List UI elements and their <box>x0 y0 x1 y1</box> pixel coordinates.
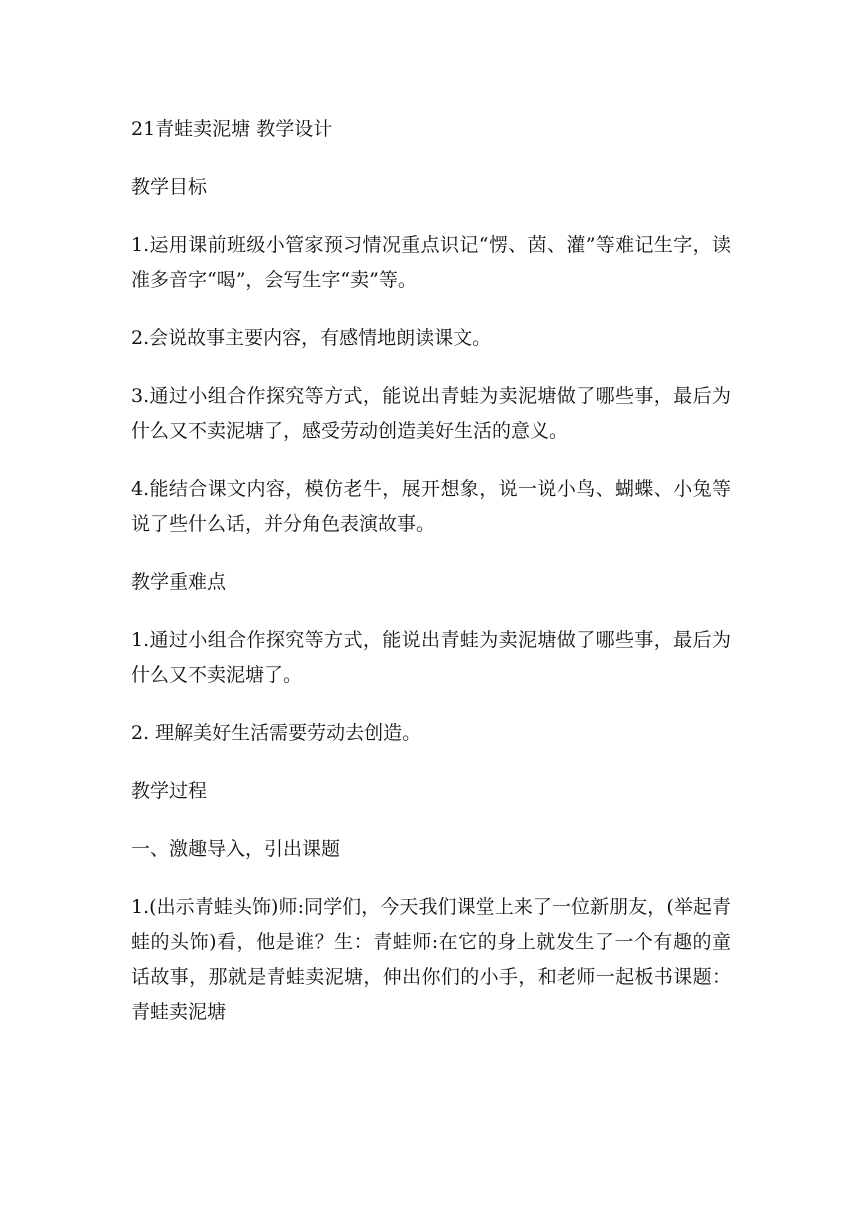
goal-item-2: 2.会说故事主要内容，有感情地朗读课文。 <box>131 327 492 349</box>
process-step-heading: 一、激趣导入，引出课题 <box>131 838 341 860</box>
document-page <box>131 112 731 1053</box>
goals-heading: 教学目标 <box>131 176 208 198</box>
goal-item-3: 3.通过小组合作探究等方式，能说出青蛙为卖泥塘做了哪些事，最后为什么又不卖泥塘了，感受劳动创造美好生活的意义。 <box>131 385 731 442</box>
key-point-item-2: 2. 理解美好生活需要劳动去创造。 <box>131 722 422 744</box>
goal-item-1: 1.运用课前班级小管家预习情况重点识记“愣、茵、灌”等难记生字，读准多音字“喝”，会写生字“卖”等。 <box>131 234 731 291</box>
process-step-text: 1.(出示青蛙头饰)师:同学们，今天我们课堂上来了一位新朋友，(举起青蛙的头饰)看，他是谁？生：青蛙师:在它的身上就发生了一个有趣的童话故事，那就是青蛙卖泥塘，伸出你们的小手，和老师一起板书课题：青蛙卖泥塘 <box>131 896 731 1023</box>
document-title: 21青蛙卖泥塘 教学设计 <box>131 118 333 140</box>
goal-item-4: 4.能结合课文内容，模仿老牛，展开想象，说一说小鸟、蝴蝶、小兔等说了些什么话，并分角色表演故事。 <box>131 478 731 535</box>
key-point-item-1: 1.通过小组合作探究等方式，能说出青蛙为卖泥塘做了哪些事，最后为什么又不卖泥塘了。 <box>131 629 731 686</box>
key-points-heading: 教学重难点 <box>131 571 227 593</box>
process-heading: 教学过程 <box>131 780 208 802</box>
